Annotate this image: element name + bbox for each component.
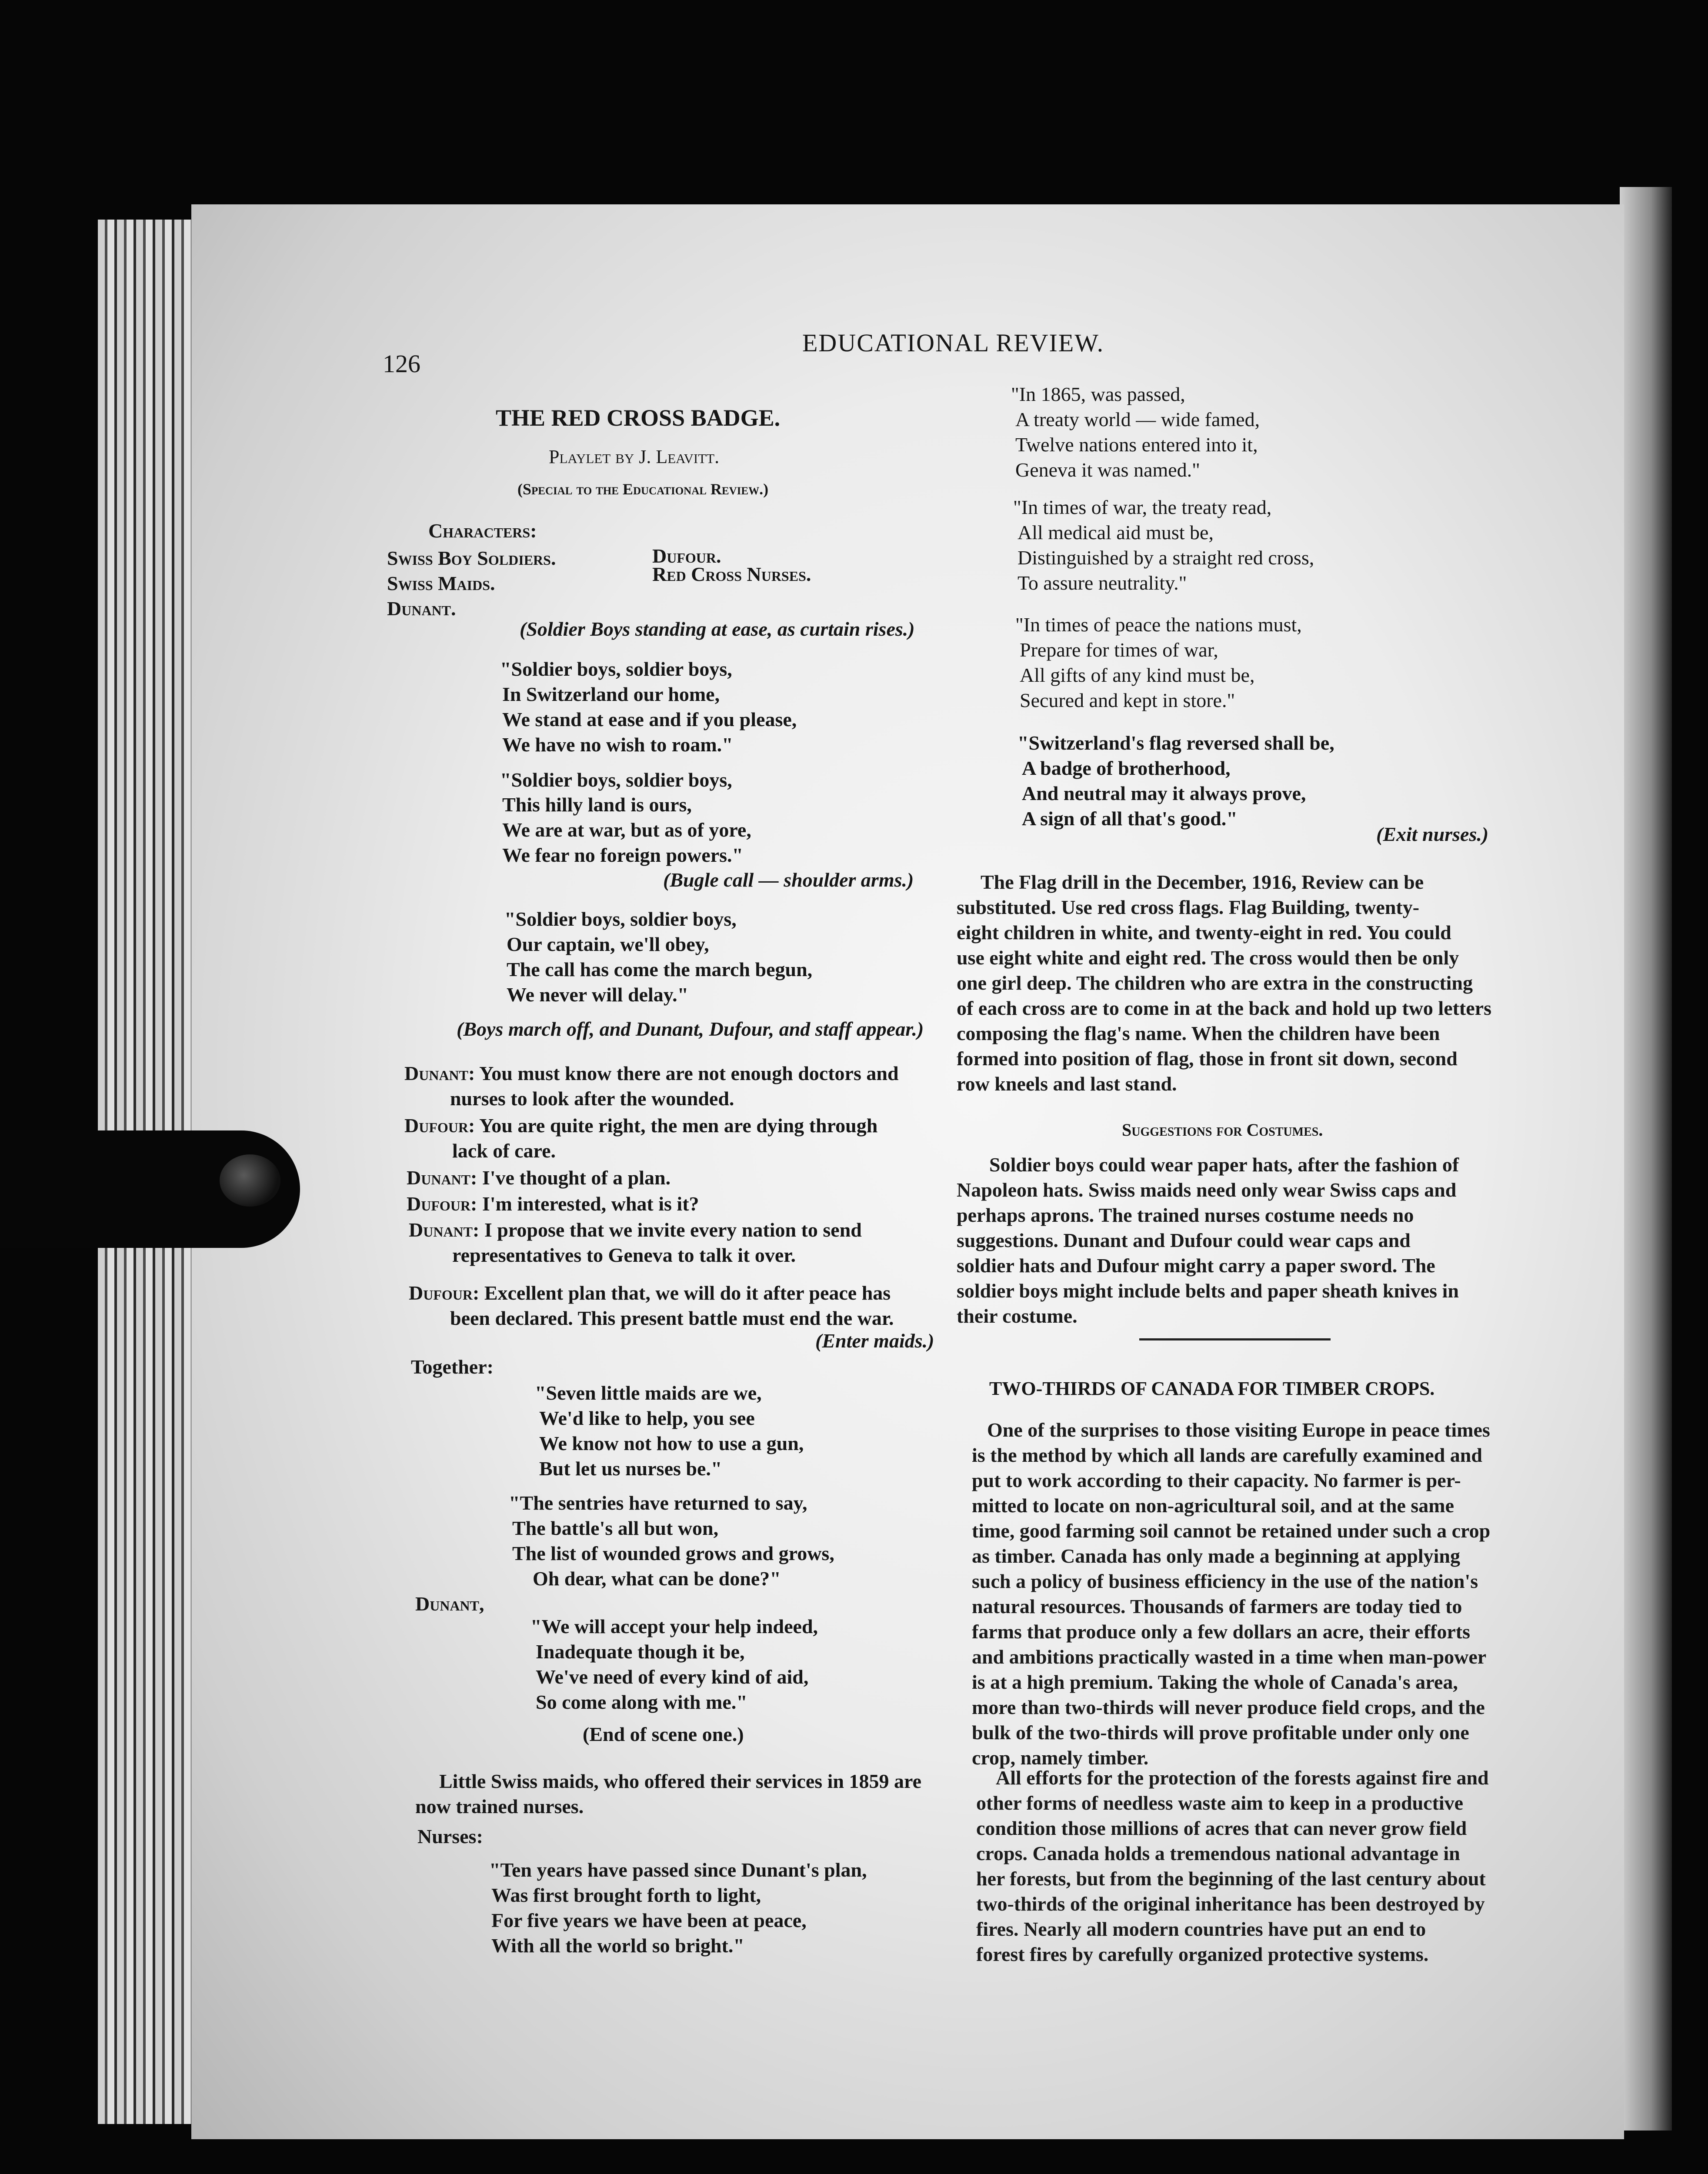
text-line: time, good farming soil cannot be retained under such a crop bbox=[972, 1520, 1491, 1542]
byline: Playlet by J. Leavitt. bbox=[549, 446, 720, 467]
verse-line: "In times of peace the nations must, bbox=[1015, 614, 1302, 636]
text-line: row kneels and last stand. bbox=[957, 1073, 1177, 1095]
text-line: crop, namely timber. bbox=[972, 1747, 1149, 1769]
nurses-label: Nurses: bbox=[417, 1825, 483, 1847]
dialogue-line bbox=[407, 1191, 699, 1217]
verse-line: Distinguished by a straight red cross, bbox=[1017, 547, 1314, 569]
thumb-holding-page bbox=[0, 1130, 300, 1248]
character-name: Red Cross Nurses. bbox=[652, 563, 811, 585]
dialogue-line bbox=[404, 1113, 877, 1138]
text-line: of each cross are to come in at the back and hold up two letters bbox=[957, 997, 1491, 1019]
article-title: THE RED CROSS BADGE. bbox=[496, 405, 781, 431]
verse-line: "We will accept your help indeed, bbox=[530, 1615, 818, 1637]
verse-line: "Switzerland's flag reversed shall be, bbox=[1017, 732, 1334, 754]
verse-line: We are at war, but as of yore, bbox=[502, 819, 751, 841]
verse-line: With all the world so bright." bbox=[491, 1934, 744, 1957]
text-line: mitted to locate on non-agricultural soil, and at the same bbox=[972, 1494, 1454, 1517]
verse-line: A sign of all that's good." bbox=[1022, 807, 1238, 830]
dialogue-cont: been declared. This present battle must end the war. bbox=[450, 1307, 894, 1329]
text-line: fires. Nearly all modern countries have put an end to bbox=[976, 1918, 1426, 1940]
verse-line: "The sentries have returned to say, bbox=[509, 1492, 807, 1514]
speaker: Dufour: bbox=[409, 1282, 480, 1304]
verse-line: The call has come the march begun, bbox=[507, 958, 813, 980]
verse-line: Oh dear, what can be done?" bbox=[533, 1567, 781, 1590]
together-label: Together: bbox=[411, 1356, 494, 1378]
verse-line: And neutral may it always prove, bbox=[1022, 782, 1306, 804]
verse-line: A treaty world — wide famed, bbox=[1015, 408, 1260, 430]
dialogue-text: You are quite right, the men are dying through bbox=[479, 1114, 878, 1137]
text-line: their costume. bbox=[957, 1305, 1078, 1327]
text-line: such a policy of business efficiency in the use of the nation's bbox=[972, 1570, 1478, 1592]
text-line: use eight white and eight red. The cross would then be only bbox=[957, 947, 1459, 969]
character-name: Dufour. bbox=[652, 545, 721, 567]
verse-line: For five years we have been at peace, bbox=[491, 1909, 807, 1931]
dialogue-text: I'm interested, what is it? bbox=[482, 1193, 699, 1215]
stage-direction: (Enter maids.) bbox=[815, 1330, 934, 1352]
text-line: soldier boys might include belts and paper sheath knives in bbox=[957, 1280, 1459, 1302]
verse-line: "In times of war, the treaty read, bbox=[1013, 496, 1272, 518]
dialogue-text: Excellent plan that, we will do it after peace has bbox=[484, 1282, 891, 1304]
text-line: The Flag drill in the December, 1916, Review can be bbox=[981, 871, 1424, 893]
text-line: suggestions. Dunant and Dufour could wear caps and bbox=[957, 1229, 1411, 1251]
text-line: as timber. Canada has only made a beginning at applying bbox=[972, 1545, 1461, 1567]
dialogue-cont: representatives to Geneva to talk it over. bbox=[452, 1244, 796, 1266]
verse-line: Was first brought forth to light, bbox=[491, 1884, 761, 1906]
dialogue-text: You must know there are not enough doctors and bbox=[479, 1062, 899, 1084]
journal-title: EDUCATIONAL REVIEW. bbox=[802, 329, 1104, 357]
verse-line: Twelve nations entered into it, bbox=[1015, 433, 1258, 456]
text-line: eight children in white, and twenty-eight in red. You could bbox=[957, 921, 1451, 944]
verse-line: "Soldier boys, soldier boys, bbox=[504, 908, 737, 930]
verse-line: "Soldier boys, soldier boys, bbox=[500, 658, 732, 680]
verse-line: Secured and kept in store." bbox=[1020, 689, 1235, 711]
verse-line: All gifts of any kind must be, bbox=[1020, 664, 1255, 686]
verse-line: "In 1865, was passed, bbox=[1011, 383, 1185, 405]
speaker: Dufour: bbox=[407, 1193, 477, 1215]
verse-line: We have no wish to roam." bbox=[502, 734, 733, 756]
verse-line: The list of wounded grows and grows, bbox=[512, 1542, 834, 1564]
character-name: Swiss Boy Soldiers. bbox=[387, 547, 556, 569]
text-line: forest fires by carefully organized protective systems. bbox=[976, 1943, 1429, 1965]
page-number: 126 bbox=[383, 350, 420, 378]
verse-line: We fear no foreign powers." bbox=[502, 844, 744, 866]
character-name: Swiss Maids. bbox=[387, 572, 495, 594]
text-line: one girl deep. The children who are extra in the constructing bbox=[957, 972, 1473, 994]
text-line: is the method by which all lands are carefully examined and bbox=[972, 1444, 1482, 1466]
dialogue-line bbox=[407, 1165, 671, 1190]
verse-line: Geneva it was named." bbox=[1015, 459, 1200, 481]
verse-line: We've need of every kind of aid, bbox=[536, 1666, 809, 1688]
verse-line: We never will delay." bbox=[507, 984, 689, 1006]
stage-direction: (Bugle call — shoulder arms.) bbox=[663, 869, 914, 891]
timber-paragraph-2 bbox=[976, 1765, 1489, 1967]
characters-label: Characters: bbox=[428, 520, 537, 542]
text-line: One of the surprises to those visiting Europe in peace times bbox=[987, 1419, 1490, 1441]
costumes-heading: Suggestions for Costumes. bbox=[1122, 1120, 1323, 1140]
verse-line: In Switzerland our home, bbox=[502, 683, 720, 705]
article-note: (Special to the Educational Review.) bbox=[517, 480, 769, 498]
text-line: her forests, but from the beginning of the last century about bbox=[976, 1867, 1486, 1890]
verse-line: To assure neutrality." bbox=[1017, 572, 1187, 594]
verse-line: The battle's all but won, bbox=[512, 1517, 719, 1539]
text-line: Napoleon hats. Swiss maids need only wear Swiss caps and bbox=[957, 1179, 1457, 1201]
stage-direction: (Exit nurses.) bbox=[1376, 823, 1489, 845]
verse-line: A badge of brotherhood, bbox=[1022, 757, 1231, 779]
speaker: Dunant: bbox=[404, 1062, 475, 1084]
verse-line: "Soldier boys, soldier boys, bbox=[500, 769, 732, 791]
speaker: Dunant: bbox=[409, 1219, 480, 1241]
text-line: natural resources. Thousands of farmers are today tied to bbox=[972, 1595, 1462, 1617]
narration-line: Little Swiss maids, who offered their services in 1859 are bbox=[439, 1770, 922, 1792]
scene-end: (End of scene one.) bbox=[583, 1723, 744, 1745]
text-line: All efforts for the protection of the forests against fire and bbox=[996, 1767, 1489, 1789]
stage-direction: (Soldier Boys standing at ease, as curtain rises.) bbox=[520, 618, 915, 640]
text-line: perhaps aprons. The trained nurses costume needs no bbox=[957, 1204, 1414, 1226]
stage-direction: (Boys march off, and Dunant, Dufour, and staff appear.) bbox=[457, 1018, 924, 1040]
verse-line: So come along with me." bbox=[536, 1691, 747, 1713]
flag-drill-paragraph bbox=[957, 870, 1491, 1097]
dunant-label: Dunant, bbox=[415, 1593, 484, 1615]
dialogue-line bbox=[409, 1217, 862, 1243]
text-line: Soldier boys could wear paper hats, after the fashion of bbox=[989, 1154, 1459, 1176]
text-line: two-thirds of the original inheritance has been destroyed by bbox=[976, 1893, 1485, 1915]
dialogue-text: I've thought of a plan. bbox=[482, 1167, 671, 1189]
costumes-paragraph bbox=[957, 1152, 1459, 1329]
narration-line: now trained nurses. bbox=[415, 1795, 584, 1817]
timber-paragraph-1 bbox=[972, 1417, 1490, 1771]
text-line: is at a high premium. Taking the whole of Canada's area, bbox=[972, 1671, 1458, 1693]
text-line: substituted. Use red cross flags. Flag Building, twenty- bbox=[957, 896, 1420, 918]
verse-line: "Seven little maids are we, bbox=[535, 1382, 762, 1404]
dialogue-line bbox=[404, 1061, 899, 1086]
dialogue-text: I propose that we invite every nation to send bbox=[484, 1219, 862, 1241]
text-line: other forms of needless waste aim to keep in a productive bbox=[976, 1792, 1464, 1814]
text-line: condition those millions of acres that can never grow field bbox=[976, 1817, 1467, 1839]
text-line: and ambitions practically wasted in a time when man-power bbox=[972, 1646, 1487, 1668]
verse-line: We stand at ease and if you please, bbox=[502, 708, 797, 730]
timber-title: TWO-THIRDS OF CANADA FOR TIMBER CROPS. bbox=[989, 1378, 1435, 1399]
text-line: soldier hats and Dufour might carry a paper sword. The bbox=[957, 1254, 1435, 1277]
verse-line: Inadequate though it be, bbox=[536, 1641, 745, 1663]
verse-line: But let us nurses be." bbox=[539, 1457, 722, 1480]
text-line: farms that produce only a few dollars an acre, their efforts bbox=[972, 1620, 1471, 1643]
verse-line: Prepare for times of war, bbox=[1020, 639, 1218, 661]
verse-line: We know not how to use a gun, bbox=[539, 1432, 804, 1454]
text-line: crops. Canada holds a tremendous national advantage in bbox=[976, 1842, 1460, 1864]
verse-line: This hilly land is ours, bbox=[502, 794, 692, 816]
verse-line: We'd like to help, you see bbox=[539, 1407, 755, 1429]
speaker: Dunant: bbox=[407, 1167, 477, 1189]
verse-line: "Ten years have passed since Dunant's plan, bbox=[489, 1859, 867, 1881]
verse-line: Our captain, we'll obey, bbox=[507, 933, 709, 955]
text-line: put to work according to their capacity. No farmer is per- bbox=[972, 1469, 1461, 1491]
speaker: Dufour: bbox=[404, 1114, 475, 1137]
dialogue-cont: nurses to look after the wounded. bbox=[450, 1087, 734, 1110]
section-divider bbox=[1139, 1338, 1331, 1340]
verse-line: All medical aid must be, bbox=[1017, 521, 1214, 544]
text-line: bulk of the two-thirds will prove profitable under only one bbox=[972, 1721, 1469, 1744]
facing-page-edge bbox=[1620, 187, 1672, 2131]
dialogue-line bbox=[409, 1280, 891, 1306]
text-line: more than two-thirds will never produce field crops, and the bbox=[972, 1696, 1485, 1718]
text-line: composing the flag's name. When the children have been bbox=[957, 1022, 1440, 1044]
character-name: Dunant. bbox=[387, 597, 456, 620]
dialogue-cont: lack of care. bbox=[452, 1140, 556, 1162]
text-line: formed into position of flag, those in front sit down, second bbox=[957, 1047, 1458, 1070]
